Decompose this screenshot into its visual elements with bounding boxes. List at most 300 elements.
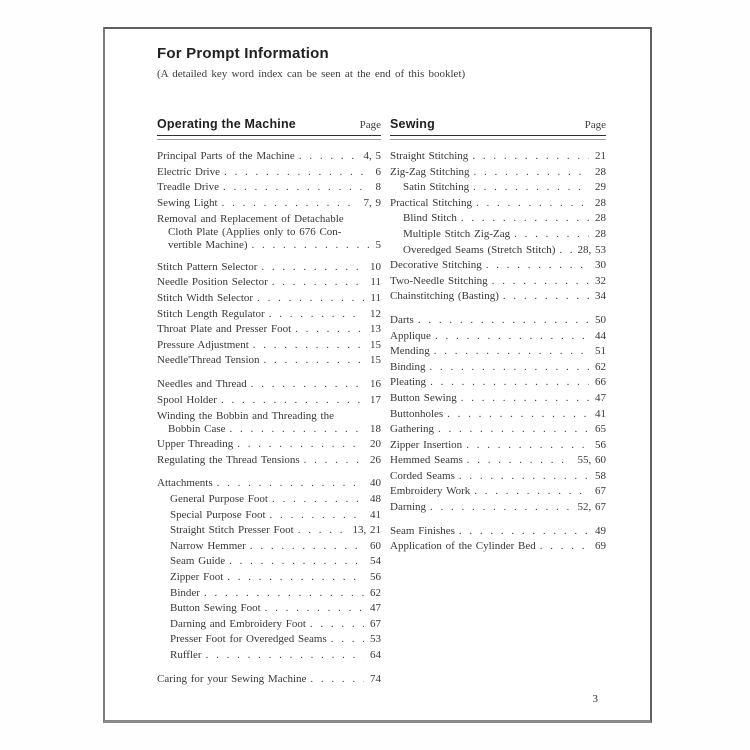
toc-entry xyxy=(157,196,381,212)
dot-leader xyxy=(261,601,364,617)
toc-entry-line xyxy=(157,338,381,354)
dot-leader xyxy=(443,407,589,423)
toc-entry-line xyxy=(170,570,381,586)
toc-entry-line xyxy=(170,492,381,508)
dot-leader xyxy=(248,239,370,252)
toc-entry-line xyxy=(390,438,606,454)
dot-leader xyxy=(219,180,370,196)
toc-entry xyxy=(390,243,606,259)
toc-rows xyxy=(390,149,606,555)
column-heading: Operating the Machine xyxy=(157,117,296,131)
toc-entry xyxy=(390,289,606,305)
toc-entry-line xyxy=(403,180,606,196)
dot-leader xyxy=(218,196,358,212)
toc-entry-line xyxy=(390,539,606,555)
toc-group xyxy=(157,377,381,468)
heading-double-rule xyxy=(157,135,381,140)
dot-leader xyxy=(226,423,364,436)
toc-entry-page: 26 xyxy=(370,453,381,466)
toc-entry-page: 48 xyxy=(370,493,381,505)
toc-entry xyxy=(157,523,381,539)
dot-leader xyxy=(253,291,364,307)
toc-entry-line: Removal and Replacement of Detachable xyxy=(157,212,344,225)
dot-leader xyxy=(268,492,364,508)
toc-entry-label: Treadle Drive xyxy=(157,181,219,194)
toc-entry-page: 60 xyxy=(370,539,381,552)
toc-entry-line xyxy=(170,523,381,539)
toc-entry-label: Gathering xyxy=(390,423,434,436)
toc-entry-page: 13, 21 xyxy=(352,524,381,537)
toc-entry-label: Regulating the Thread Tensions xyxy=(157,453,300,466)
heading-double-rule xyxy=(390,135,606,140)
dot-leader xyxy=(257,260,364,276)
toc-entry-page: 56 xyxy=(370,570,381,583)
toc-entry-label: Narrow Hemmer xyxy=(170,539,246,552)
toc-entry-line xyxy=(170,601,381,617)
toc-entry-page: 18 xyxy=(370,422,381,435)
toc-entry-label: Applique xyxy=(390,329,431,342)
toc-entry xyxy=(157,492,381,508)
dot-leader xyxy=(200,586,364,602)
toc-entry-line xyxy=(390,375,606,391)
column-heading: Sewing xyxy=(390,117,435,131)
dot-leader xyxy=(327,632,364,648)
column-heading-row xyxy=(157,117,381,131)
toc-entry xyxy=(157,453,381,469)
toc-entry-line xyxy=(157,353,381,369)
toc-entry-label: Stitch Pattern Selector xyxy=(157,260,258,273)
toc-entry-line xyxy=(390,500,606,516)
toc-entry-label: Blind Stitch xyxy=(403,212,457,225)
toc-entry-page: 16 xyxy=(370,378,381,391)
toc-entry-label: General Purpose Foot xyxy=(170,493,268,505)
toc-entry-page: 20 xyxy=(370,438,381,451)
toc-entry-page: 28, 53 xyxy=(577,243,606,256)
toc-entry-page: 41 xyxy=(370,508,381,521)
toc-entry-line xyxy=(170,648,381,664)
toc-entry-label: Buttonholes xyxy=(390,407,444,420)
toc-entry-line xyxy=(157,322,381,338)
toc-entry-page: 30 xyxy=(595,259,606,272)
toc-entry-page: 49 xyxy=(595,524,606,537)
toc-entry-label: Binder xyxy=(170,586,200,599)
dot-leader xyxy=(430,344,589,360)
toc-entry-line xyxy=(170,586,381,602)
toc-entry-page: 52, 67 xyxy=(577,501,606,514)
dot-leader xyxy=(260,353,365,369)
toc-entry-label: Embroidery Work xyxy=(390,485,471,498)
dot-leader xyxy=(306,672,364,688)
toc-entry xyxy=(390,407,606,423)
toc-entry xyxy=(390,438,606,454)
toc-entry-label: Two-Needle Stitching xyxy=(390,274,488,287)
toc-entry-page: 11 xyxy=(370,276,381,289)
toc-entry-line xyxy=(403,243,606,259)
toc-entry-page: 32 xyxy=(595,274,606,287)
dot-leader xyxy=(463,453,572,469)
toc-entry-line xyxy=(390,274,606,290)
toc-entry-label: Darning xyxy=(390,501,427,514)
toc-entry-label: Spool Holder xyxy=(157,393,217,406)
toc-entry-label: Button Sewing xyxy=(390,391,457,404)
toc-entry-line xyxy=(390,289,606,305)
toc-entry-line xyxy=(390,407,606,423)
toc-entry-label: Upper Threading xyxy=(157,438,234,451)
toc-entry-page: 55, 60 xyxy=(577,454,606,467)
toc-entry xyxy=(157,165,381,181)
toc-entry-line xyxy=(170,554,381,570)
toc-entry xyxy=(390,422,606,438)
toc-entry-page: 7, 9 xyxy=(363,196,381,209)
dot-leader xyxy=(249,338,364,354)
dot-leader xyxy=(482,258,589,274)
dot-leader xyxy=(223,570,364,586)
toc-group xyxy=(390,313,606,516)
toc-entry xyxy=(390,524,606,540)
dot-leader xyxy=(434,422,589,438)
toc-entry xyxy=(157,617,381,633)
toc-entry xyxy=(157,377,381,393)
toc-entry-label: Ruffler xyxy=(170,648,202,661)
toc-entry-line xyxy=(157,377,381,393)
toc-entry-page: 69 xyxy=(595,540,606,553)
toc-entry xyxy=(390,313,606,329)
toc-entry-label: Corded Seams xyxy=(390,469,455,482)
toc-entry-line xyxy=(157,393,381,409)
toc-entry-page: 54 xyxy=(370,555,381,568)
toc-entry-line xyxy=(390,360,606,376)
toc-entry-page: 41 xyxy=(595,407,606,420)
page-column-label: Page xyxy=(584,119,606,131)
toc-entry-line xyxy=(157,476,381,492)
toc-entry-line xyxy=(157,149,381,165)
toc-entry xyxy=(157,149,381,165)
toc-entry-page: 74 xyxy=(370,672,381,685)
toc-entry-label: Straight Stitching xyxy=(390,150,469,162)
page-content xyxy=(157,45,606,687)
dot-leader xyxy=(291,322,364,338)
dot-leader xyxy=(246,539,364,555)
toc-entry-label: Throat Plate and Presser Foot xyxy=(157,323,292,336)
toc-entry-page: 51 xyxy=(595,345,606,358)
toc-entry xyxy=(157,291,381,307)
toc-entry xyxy=(157,307,381,323)
toc-entry xyxy=(157,632,381,648)
toc-entry-label: Mending xyxy=(390,345,430,358)
toc-entry xyxy=(157,322,381,338)
toc-entry-page: 11 xyxy=(370,292,381,305)
dot-leader xyxy=(300,453,364,469)
toc-entry-line: Cloth Plate (Applies only to 676 Con- xyxy=(168,225,342,238)
toc-entry-page: 44 xyxy=(595,329,606,342)
toc-entry-label: Bobbin Case xyxy=(168,422,226,435)
toc-entry-line xyxy=(390,196,606,212)
toc-entry-page: 8 xyxy=(375,181,381,194)
toc-entry-line xyxy=(390,453,606,469)
toc-entry-label: Needles and Thread xyxy=(157,378,247,391)
toc-entry-page: 28 xyxy=(595,196,606,209)
toc-entry-page: 67 xyxy=(370,617,381,630)
toc-entry xyxy=(390,375,606,391)
toc-entry xyxy=(390,180,606,196)
toc-entry-line xyxy=(157,260,381,276)
toc-entry-label: Principal Parts of the Machine xyxy=(157,150,295,162)
dot-leader xyxy=(457,211,589,227)
toc-entry-page: 28 xyxy=(595,165,606,178)
toc-entry xyxy=(390,211,606,227)
toc-entry-line xyxy=(157,453,381,469)
toc-entry xyxy=(390,149,606,165)
toc-entry-page: 15 xyxy=(370,354,381,367)
dot-leader xyxy=(266,508,365,524)
toc-entry xyxy=(157,539,381,555)
toc-entry-line xyxy=(157,239,381,252)
toc-entry-label: Seam Guide xyxy=(170,555,226,568)
toc-entry-page: 67 xyxy=(595,485,606,498)
dot-leader xyxy=(455,524,589,540)
toc-columns xyxy=(157,117,606,687)
toc-entry-label: Attachments xyxy=(157,477,213,490)
toc-entry-line xyxy=(390,469,606,485)
toc-entry xyxy=(390,484,606,500)
toc-entry-label: Binding xyxy=(390,360,426,373)
toc-entry xyxy=(157,410,381,436)
toc-entry-page: 29 xyxy=(595,181,606,194)
page-number: 3 xyxy=(592,693,598,705)
dot-leader xyxy=(247,377,364,393)
toc-entry-line xyxy=(390,524,606,540)
toc-entry-line xyxy=(390,329,606,345)
manual-page xyxy=(103,27,652,723)
toc-entry xyxy=(157,554,381,570)
dot-leader xyxy=(510,227,589,243)
dot-leader xyxy=(499,289,589,305)
toc-entry-page: 50 xyxy=(595,313,606,326)
toc-column-sewing xyxy=(390,117,606,687)
toc-entry-label: Straight Stitch Presser Foot xyxy=(170,524,294,537)
toc-column-operating-the-machine xyxy=(157,117,381,687)
toc-entry-line xyxy=(157,180,381,196)
toc-entry-label: Electric Drive xyxy=(157,165,220,178)
toc-entry xyxy=(157,570,381,586)
toc-entry-page: 34 xyxy=(595,290,606,303)
toc-entry-label: Darning and Embroidery Foot xyxy=(170,617,306,630)
toc-entry-label: Needle'Thread Tension xyxy=(157,354,260,367)
dot-leader xyxy=(268,275,365,291)
dot-leader xyxy=(414,313,589,329)
toc-entry xyxy=(157,353,381,369)
column-heading-row xyxy=(390,117,606,131)
toc-entry xyxy=(157,586,381,602)
toc-entry-page: 58 xyxy=(595,469,606,482)
toc-entry xyxy=(390,344,606,360)
toc-entry-page: 17 xyxy=(370,393,381,406)
toc-entry xyxy=(390,453,606,469)
dot-leader xyxy=(217,393,364,409)
toc-entry xyxy=(157,275,381,291)
toc-entry-line xyxy=(390,258,606,274)
toc-entry-line xyxy=(170,539,381,555)
toc-entry xyxy=(390,196,606,212)
toc-entry xyxy=(157,476,381,492)
toc-entry xyxy=(157,260,381,276)
toc-entry-line xyxy=(157,291,381,307)
page-title: For Prompt Information xyxy=(157,45,329,62)
toc-group xyxy=(390,524,606,555)
toc-entry-label: Button Sewing Foot xyxy=(170,602,261,615)
dot-leader xyxy=(536,539,589,555)
toc-entry-label: Sewing Light xyxy=(157,196,218,209)
toc-entry xyxy=(390,360,606,376)
toc-entry-line xyxy=(170,508,381,524)
toc-entry-label: Chainstitching (Basting) xyxy=(390,290,499,303)
dot-leader xyxy=(468,149,589,165)
toc-entry-page: 66 xyxy=(595,376,606,389)
toc-entry-label: Zipper Insertion xyxy=(390,438,463,451)
toc-entry xyxy=(390,539,606,555)
toc-entry-line xyxy=(170,617,381,633)
dot-leader xyxy=(426,500,571,516)
dot-leader xyxy=(470,484,589,500)
toc-entry-page: 62 xyxy=(595,360,606,373)
toc-entry-label: Pressure Adjustment xyxy=(157,338,249,351)
dot-leader xyxy=(225,554,364,570)
toc-entry-label: Zipper Foot xyxy=(170,570,224,583)
dot-leader xyxy=(555,243,571,259)
dot-leader xyxy=(425,360,589,376)
toc-entry-label: Caring for your Sewing Machine xyxy=(157,672,307,685)
toc-entry-line xyxy=(157,196,381,212)
toc-entry xyxy=(157,648,381,664)
toc-entry-page: 56 xyxy=(595,438,606,451)
toc-entry-page: 15 xyxy=(370,338,381,351)
dot-leader xyxy=(469,180,589,196)
toc-entry-label: Practical Stitching xyxy=(390,196,472,209)
toc-entry xyxy=(157,338,381,354)
toc-entry-line xyxy=(390,313,606,329)
dot-leader xyxy=(306,617,364,633)
page-column-label: Page xyxy=(359,119,381,131)
toc-entry-line xyxy=(390,165,606,181)
toc-entry xyxy=(157,393,381,409)
toc-entry-page: 47 xyxy=(595,391,606,404)
toc-group xyxy=(157,260,381,369)
toc-entry-page: 5 xyxy=(375,238,381,251)
toc-entry-line xyxy=(157,307,381,323)
toc-entry-line xyxy=(157,437,381,453)
toc-rows xyxy=(157,149,381,687)
toc-entry xyxy=(390,258,606,274)
toc-entry-label: Seam Finishes xyxy=(390,524,455,537)
dot-leader xyxy=(213,476,364,492)
toc-group xyxy=(390,149,606,305)
toc-entry-line xyxy=(390,391,606,407)
toc-entry xyxy=(157,601,381,617)
toc-entry xyxy=(390,274,606,290)
toc-entry-label: Application of the Cylinder Bed xyxy=(390,540,536,553)
toc-entry-label: Presser Foot for Overedged Seams xyxy=(170,633,327,646)
toc-entry-label: Hemmed Seams xyxy=(390,454,463,467)
toc-entry xyxy=(390,500,606,516)
toc-entry xyxy=(390,165,606,181)
toc-entry-label: Stitch Length Regulator xyxy=(157,307,265,320)
toc-entry xyxy=(390,391,606,407)
toc-entry-page: 6 xyxy=(375,165,381,178)
toc-entry-page: 65 xyxy=(595,423,606,436)
toc-entry-label: Stitch Width Selector xyxy=(157,292,254,305)
toc-entry-page: 10 xyxy=(370,260,381,273)
toc-entry xyxy=(390,329,606,345)
toc-entry-page: 13 xyxy=(370,323,381,336)
toc-entry xyxy=(157,508,381,524)
toc-entry-page: 12 xyxy=(370,307,381,320)
toc-group xyxy=(157,672,381,688)
toc-entry-page: 28 xyxy=(595,227,606,240)
toc-entry-label: Special Purpose Foot xyxy=(170,508,266,521)
dot-leader xyxy=(220,165,370,181)
toc-entry-page: 21 xyxy=(595,150,606,162)
toc-entry-line xyxy=(403,227,606,243)
toc-entry-page: 4, 5 xyxy=(363,150,381,162)
toc-entry-label: Multiple Stitch Zig-Zag xyxy=(403,227,511,240)
toc-entry-line xyxy=(390,422,606,438)
toc-group xyxy=(157,476,381,663)
toc-entry-line: Winding the Bobbin and Threading the xyxy=(157,409,334,422)
toc-entry-line xyxy=(157,423,381,436)
toc-entry-label: Overedged Seams (Stretch Stitch) xyxy=(403,243,556,256)
toc-entry-label: Darts xyxy=(390,313,414,326)
toc-entry-line xyxy=(157,672,381,688)
toc-entry-line xyxy=(390,344,606,360)
toc-entry-line xyxy=(403,211,606,227)
toc-entry xyxy=(390,227,606,243)
toc-entry-line xyxy=(390,484,606,500)
toc-entry-page: 47 xyxy=(370,602,381,615)
toc-entry xyxy=(157,672,381,688)
page-subtitle: (A detailed key word index can be seen at the end of this booklet) xyxy=(157,68,466,80)
dot-leader xyxy=(457,391,589,407)
toc-entry-line xyxy=(390,149,606,165)
toc-entry-label: Needle Position Selector xyxy=(157,276,268,289)
toc-entry xyxy=(157,180,381,196)
dot-leader xyxy=(295,149,358,165)
dot-leader xyxy=(462,438,589,454)
toc-entry xyxy=(157,213,381,252)
toc-entry xyxy=(157,437,381,453)
toc-entry-page: 64 xyxy=(370,648,381,661)
toc-group xyxy=(157,149,381,252)
toc-entry-label: Satin Stitching xyxy=(403,181,470,194)
dot-leader xyxy=(426,375,589,391)
toc-entry-page: 40 xyxy=(370,477,381,490)
dot-leader xyxy=(431,329,589,345)
dot-leader xyxy=(472,196,589,212)
toc-entry-page: 53 xyxy=(370,633,381,646)
toc-entry-label: Decorative Stitching xyxy=(390,259,482,272)
dot-leader xyxy=(488,274,589,290)
toc-entry-line xyxy=(157,275,381,291)
toc-entry-line xyxy=(170,632,381,648)
toc-entry xyxy=(390,469,606,485)
toc-entry-page: 28 xyxy=(595,212,606,225)
toc-entry-label: vertible Machine) xyxy=(168,238,248,251)
dot-leader xyxy=(265,307,364,323)
dot-leader xyxy=(294,523,347,539)
toc-entry-page: 62 xyxy=(370,586,381,599)
dot-leader xyxy=(202,648,364,664)
dot-leader xyxy=(470,165,589,181)
dot-leader xyxy=(233,437,364,453)
